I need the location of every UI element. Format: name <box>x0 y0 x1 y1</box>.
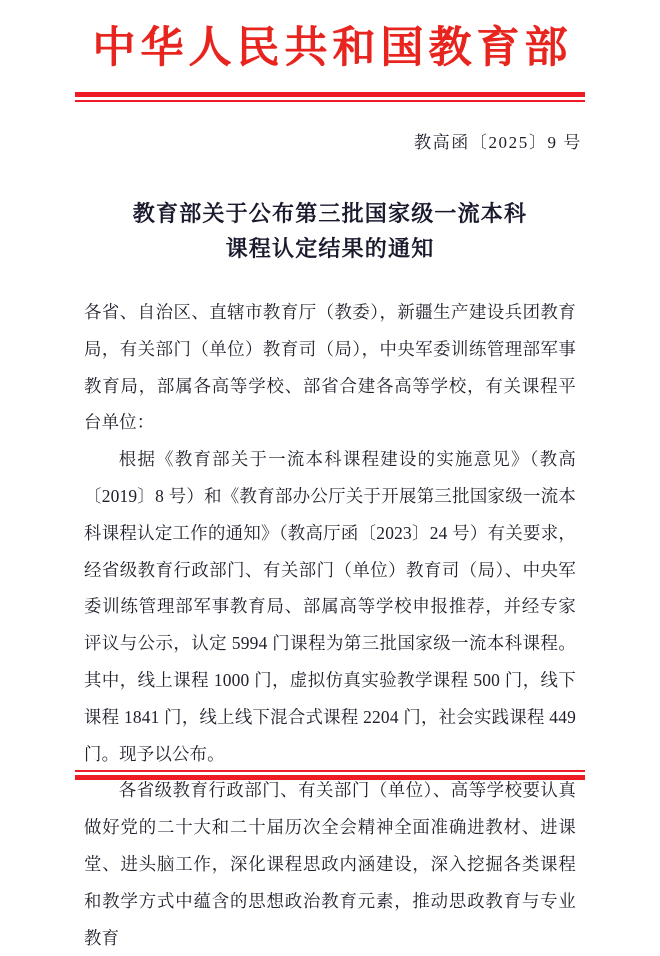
header-red-double-rule <box>75 92 585 102</box>
body-paragraph-basis-and-results: 根据《教育部关于一流本科课程建设的实施意见》（教高〔2019〕8 号）和《教育部办公厅关于开展第三批国家级一流本科课程认定工作的通知》（教高厅函〔2023〕24 号）有关要求，经省级教育行政部门、有关部门（单位）教育司（局）、中央军委训练管理部军事教育局、部属高等学校申报推荐，并经专家评议与公示，认定 5994 门课程为第三批国家级一流本科课程。其中，线上课程 1000 门，虚拟仿真实验教学课程 500 门，线下课程 1841 门，线上线下混合式课程 2204 门，社会实践课程 449 门。现予以公布。 <box>84 449 576 764</box>
page-title <box>95 197 565 268</box>
page-title-line-1: 教育部关于公布第三批国家级一流本科 <box>132 200 528 227</box>
issuing-organization-title: 中华人民共和国教育部 <box>92 23 573 73</box>
document-body <box>84 294 576 956</box>
document-number: 教高函〔2025〕9 号 <box>414 132 582 152</box>
header-rule-thin-line <box>75 100 585 102</box>
masthead <box>0 0 660 72</box>
footer-red-double-rule <box>75 770 585 780</box>
page-title-line-2: 课程认定结果的通知 <box>225 236 435 263</box>
body-paragraph-recipients: 各省、自治区、直辖市教育厅（教委），新疆生产建设兵团教育局，有关部门（单位）教育司（局），中央军委训练管理部军事教育局，部属各高等学校、部省合建各高等学校，有关课程平台单位： <box>84 302 576 433</box>
body-paragraph-requirements: 各省级教育行政部门、有关部门（单位）、高等学校要认真做好党的二十大和二十届历次全会精神全面准确进教材、进课堂、进头脑工作，深化课程思政内涵建设，深入挖掘各类课程和教学方式中蕴含的思想政治教育元素，推动思政教育与专业教育 <box>84 780 576 948</box>
document-number-row <box>0 128 660 153</box>
footer-rule-thick-line <box>75 775 585 780</box>
